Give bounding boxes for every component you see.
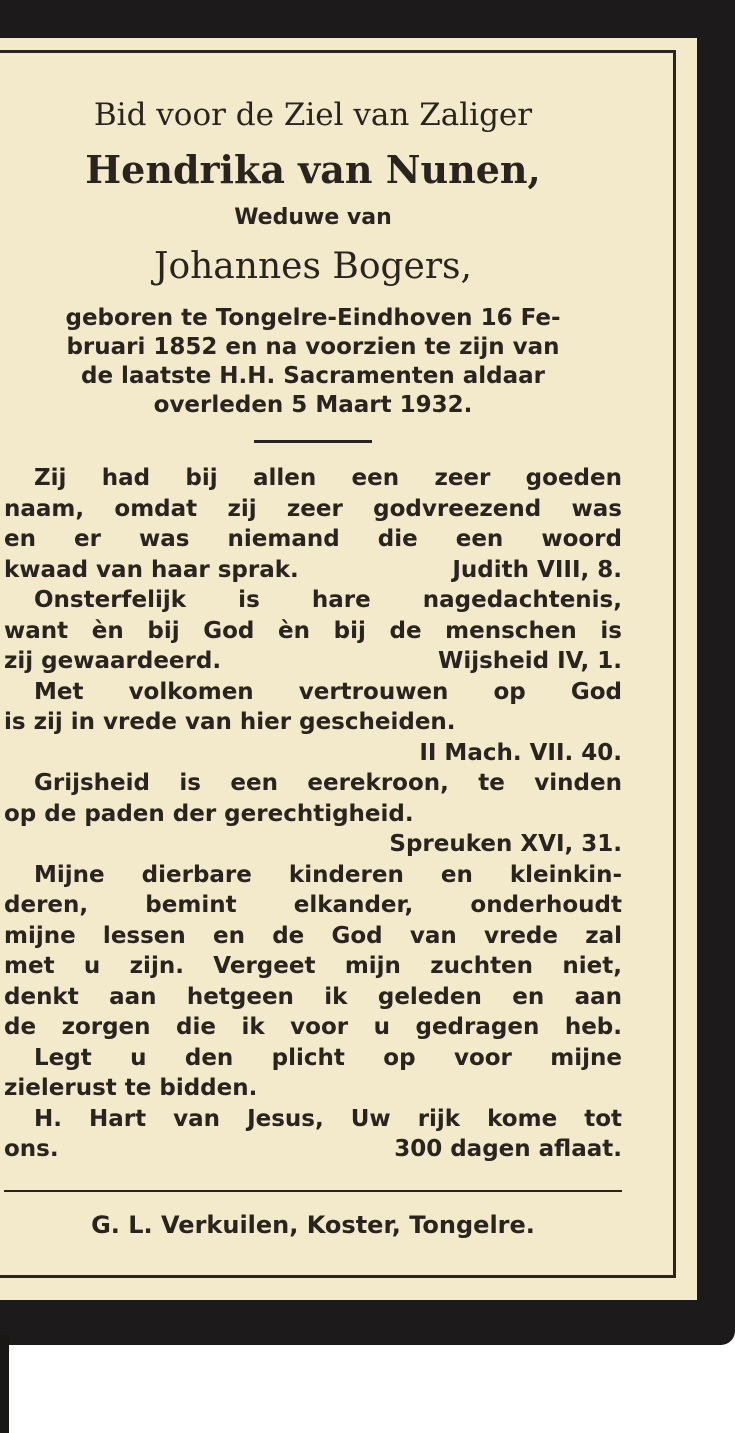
scripture-reference: Wijsheid IV, 1. [437,648,622,674]
divider [254,440,372,443]
scripture-reference: Spreuken XVI, 31. [389,831,622,857]
verse-line: Legt u den plicht op voor mijne [34,1044,622,1071]
verses [4,463,622,1165]
verse-line: zielerust te bidden. [4,1075,258,1101]
verse-line: kwaad van haar sprak. [4,556,299,583]
verse-line: mijne lessen en de God van vrede zal [4,922,622,949]
verse-line: is zij in vrede van hier gescheiden. [4,709,456,735]
scripture-reference: Judith VIII, 8. [452,556,622,583]
verse-line: deren, bemint elkander, onderhoudt [4,892,622,918]
widow-of-label: Weduwe van [234,205,392,230]
verse-line: de zorgen die ik voor u gedragen heb. [4,1014,622,1040]
verse-line: en er was niemand die een woord [4,526,622,552]
footer-divider [4,1190,622,1192]
verse-line: Onsterfelijk is hare nagedachtenis, [34,587,622,613]
bio-line: bruari 1852 en na voorzien te zijn van [66,334,560,360]
verse-line: ons. [4,1136,59,1162]
printer-credit: G. L. Verkuilen, Koster, Tongelre. [91,1211,535,1239]
verse-line: H. Hart van Jesus, Uw rijk kome tot [34,1105,622,1132]
verse-line: op de paden der gerechtigheid. [4,800,414,827]
card-content [4,88,622,1165]
bio-line: de laatste H.H. Sacramenten aldaar [80,363,545,389]
verse-line: met u zijn. Vergeet mijn zuchten niet, [4,953,622,979]
indulgence-note: 300 dagen aflaat. [394,1136,622,1162]
verse-line: Zij had bij allen een zeer goeden [34,465,622,491]
spouse-name: Johannes Bogers, [154,246,472,287]
biography [4,304,622,420]
indulgence-row [4,1134,622,1165]
scripture-reference: II Mach. VII. 40. [419,739,622,766]
bio-line: overleden 5 Maart 1932. [153,392,473,418]
verse-line: naam, omdat zij zeer godvreezend was [4,495,622,522]
verse-line: zij gewaardeerd. [4,648,222,674]
verse-line: Met volkomen vertrouwen op God [34,678,622,705]
card-edge [0,1335,9,1433]
verse-ref-row [4,555,622,586]
verse-ref-row [4,646,622,677]
deceased-name: Hendrika van Nunen, [85,147,541,192]
verse-line: denkt aan hetgeen ik geleden en aan [4,983,622,1010]
bio-line: geboren te Tongelre-Eindhoven 16 Fe- [65,305,561,331]
verse-line: want èn bij God èn bij de menschen is [4,617,622,644]
prayer-heading: Bid voor de Ziel van Zaliger [93,97,533,133]
verse-line: Grijsheid is een eerekroon, te vinden [34,770,622,796]
verse-line: Mijne dierbare kinderen en kleinkin- [34,861,622,888]
